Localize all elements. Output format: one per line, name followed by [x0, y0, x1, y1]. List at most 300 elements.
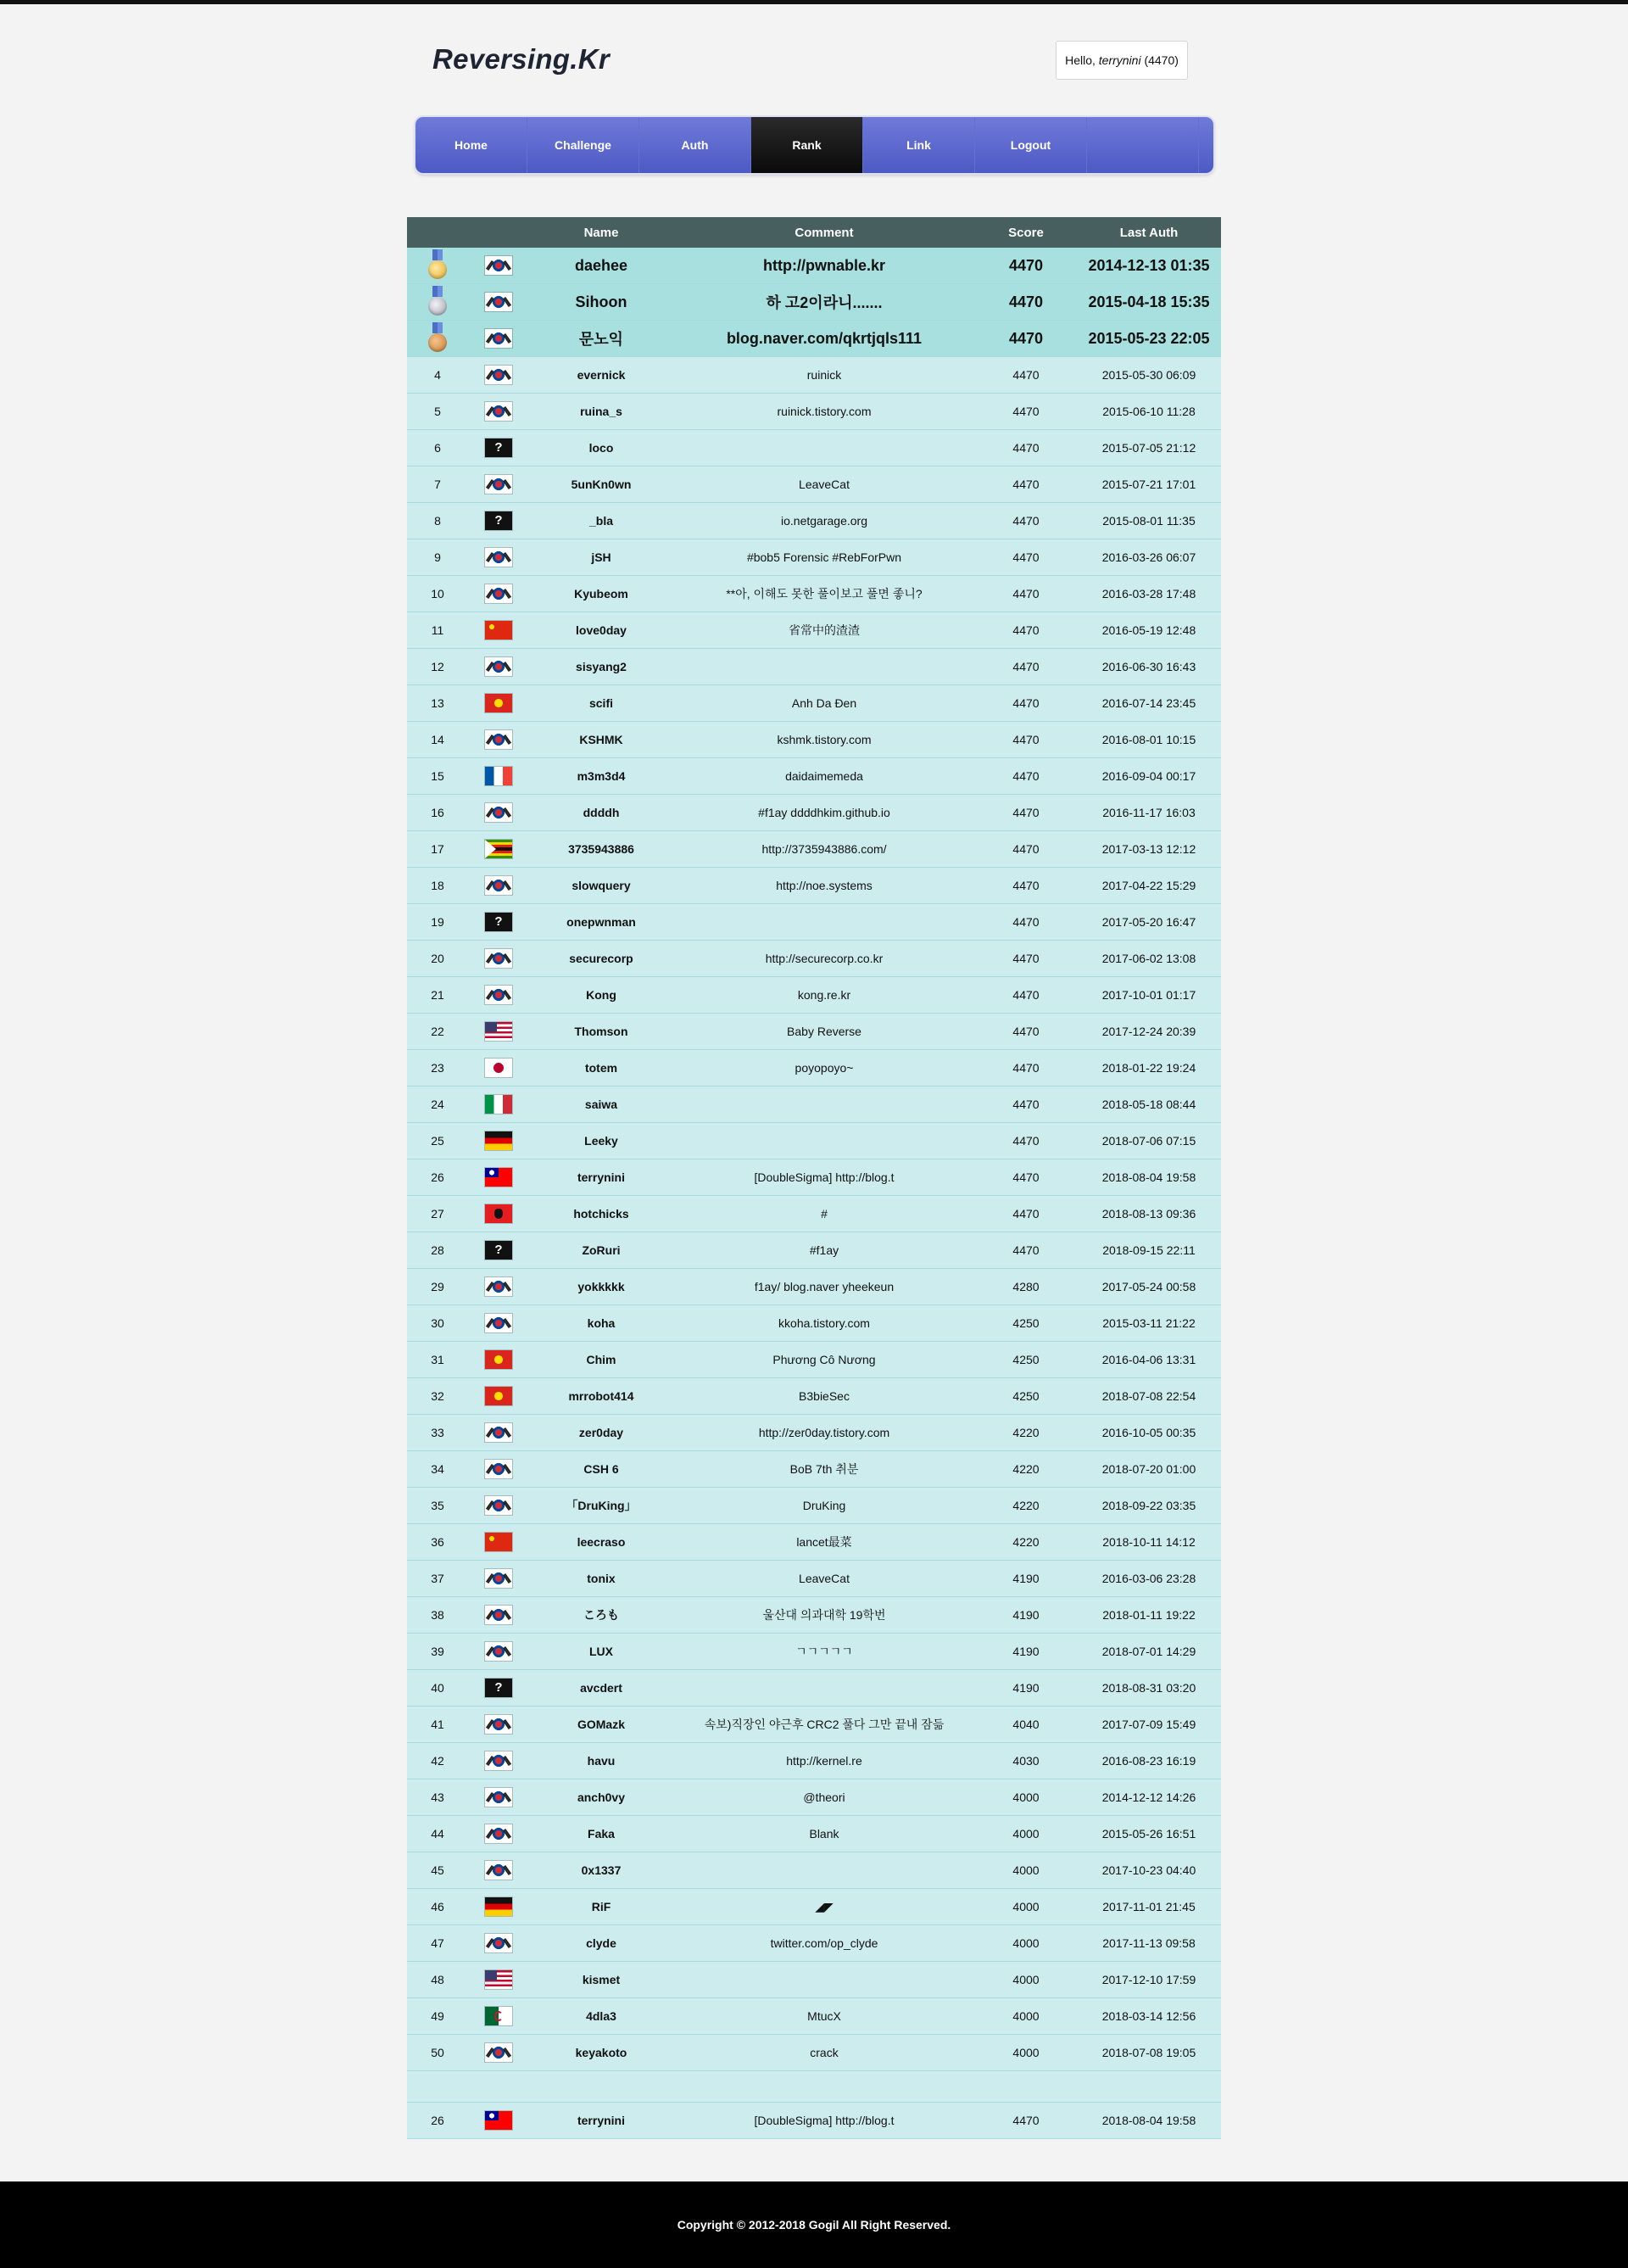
rank-table	[407, 217, 1221, 2139]
rank-cell	[407, 284, 468, 321]
rank-cell: 8	[407, 503, 468, 539]
table-row	[407, 685, 1221, 722]
last-auth-cell: 2018-09-22 03:35	[1077, 1488, 1221, 1524]
header-name: Name	[529, 217, 673, 248]
comment-cell	[673, 1962, 975, 1998]
flag-cell	[468, 284, 529, 321]
flag-cell	[468, 1670, 529, 1707]
score-cell: 4470	[975, 612, 1077, 649]
comment-cell: B3bieSec	[673, 1378, 975, 1415]
table-row	[407, 1524, 1221, 1561]
comment-cell: http://zer0day.tistory.com	[673, 1415, 975, 1451]
rank-cell: 24	[407, 1087, 468, 1123]
flag-kr-icon	[485, 402, 512, 421]
rank-cell: 21	[407, 977, 468, 1014]
score-cell: 4470	[975, 321, 1077, 357]
name-cell: tonix	[529, 1561, 673, 1597]
flag-jp-icon	[485, 1059, 512, 1077]
current-user-row	[407, 2103, 1221, 2139]
score-cell: 4470	[975, 1050, 1077, 1087]
name-cell: securecorp	[529, 941, 673, 977]
table-row	[407, 1305, 1221, 1342]
flag-kr-icon	[485, 366, 512, 384]
table-row	[407, 503, 1221, 539]
last-auth-cell: 2018-08-31 03:20	[1077, 1670, 1221, 1707]
flag-vn-icon	[485, 694, 512, 712]
rank-cell: 14	[407, 722, 468, 758]
nav-logout[interactable]: Logout	[975, 117, 1087, 173]
rank-cell: 45	[407, 1852, 468, 1889]
copyright-text: Copyright © 2012-2018 Gogil All Right Reserved.	[677, 2218, 951, 2232]
flag-kr-icon	[485, 1824, 512, 1843]
spacer-row	[407, 2071, 1221, 2103]
flag-cell	[468, 1378, 529, 1415]
rank-cell: 15	[407, 758, 468, 795]
last-auth-cell: 2017-12-10 17:59	[1077, 1962, 1221, 1998]
comment-cell: 속보)직장인 야근후 CRC2 풀다 그만 끝내 잠듦	[673, 1707, 975, 1743]
header-rank	[407, 217, 468, 248]
flag-kr-icon	[485, 986, 512, 1004]
score-cell: 4040	[975, 1707, 1077, 1743]
flag-kr-icon	[485, 1934, 512, 1952]
table-row	[407, 1269, 1221, 1305]
flag-cell	[468, 1561, 529, 1597]
score-cell: 4220	[975, 1415, 1077, 1451]
username: terrynini	[1098, 53, 1141, 67]
rank-table-body	[407, 248, 1221, 2139]
last-auth-cell: 2016-10-05 00:35	[1077, 1415, 1221, 1451]
name-cell: leecraso	[529, 1524, 673, 1561]
table-row	[407, 1816, 1221, 1852]
site-logo[interactable]: Reversing.Kr	[432, 43, 610, 75]
flag-kr-icon	[485, 1460, 512, 1478]
comment-cell: ruinick	[673, 357, 975, 394]
flag-cell	[468, 758, 529, 795]
table-row	[407, 1378, 1221, 1415]
flag-de-icon	[485, 1131, 512, 1150]
name-cell: Faka	[529, 1816, 673, 1852]
table-row	[407, 1998, 1221, 2035]
last-auth-cell: 2018-10-11 14:12	[1077, 1524, 1221, 1561]
rank-cell: 38	[407, 1597, 468, 1634]
flag-vn-icon	[485, 1350, 512, 1369]
flag-kr-icon	[485, 803, 512, 822]
name-cell: Sihoon	[529, 284, 673, 321]
table-row	[407, 649, 1221, 685]
flag-cell	[468, 1925, 529, 1962]
score-cell: 4000	[975, 1962, 1077, 1998]
table-row	[407, 357, 1221, 394]
flag-cell	[468, 1342, 529, 1378]
comment-cell: daidaimemeda	[673, 758, 975, 795]
footer	[0, 2181, 1628, 2268]
table-row	[407, 1196, 1221, 1232]
last-auth-cell: 2018-07-06 07:15	[1077, 1123, 1221, 1159]
name-cell: mrrobot414	[529, 1378, 673, 1415]
comment-cell: http://securecorp.co.kr	[673, 941, 975, 977]
last-auth-cell: 2016-09-04 00:17	[1077, 758, 1221, 795]
flag-kr-icon	[485, 1496, 512, 1515]
table-row	[407, 430, 1221, 466]
last-auth-cell: 2018-07-01 14:29	[1077, 1634, 1221, 1670]
table-row	[407, 1415, 1221, 1451]
comment-cell: [DoubleSigma] http://blog.t	[673, 1159, 975, 1196]
last-auth-cell: 2016-08-23 16:19	[1077, 1743, 1221, 1779]
comment-cell: LeaveCat	[673, 1561, 975, 1597]
flag-kr-icon	[485, 548, 512, 567]
flag-cn-icon	[485, 621, 512, 640]
last-auth-cell: 2015-06-10 11:28	[1077, 394, 1221, 430]
comment-cell	[673, 904, 975, 941]
table-row	[407, 2035, 1221, 2071]
name-cell: slowquery	[529, 868, 673, 904]
table-row	[407, 612, 1221, 649]
last-auth-cell: 2017-05-20 16:47	[1077, 904, 1221, 941]
rank-cell: 31	[407, 1342, 468, 1378]
comment-cell: #bob5 Forensic #RebForPwn	[673, 539, 975, 576]
table-row	[407, 394, 1221, 430]
comment-cell: lancet最菜	[673, 1524, 975, 1561]
last-auth-cell: 2017-04-22 15:29	[1077, 868, 1221, 904]
comment-cell: MtucX	[673, 1998, 975, 2035]
comment-cell: #f1ay	[673, 1232, 975, 1269]
comment-cell: ㄱㄱㄱㄱㄱ	[673, 1634, 975, 1670]
flag-unknown-icon	[485, 913, 512, 931]
comment-cell: kong.re.kr	[673, 977, 975, 1014]
flag-cell	[468, 722, 529, 758]
flag-cell	[468, 1159, 529, 1196]
name-cell: GOMazk	[529, 1707, 673, 1743]
flag-cell	[468, 1597, 529, 1634]
rank-cell: 37	[407, 1561, 468, 1597]
score-cell: 4470	[975, 868, 1077, 904]
comment-cell: BoB 7th 취분	[673, 1451, 975, 1488]
rank-cell: 9	[407, 539, 468, 576]
table-row	[407, 321, 1221, 357]
table-row	[407, 1743, 1221, 1779]
last-auth-cell: 2017-11-13 09:58	[1077, 1925, 1221, 1962]
name-cell: avcdert	[529, 1670, 673, 1707]
flag-kr-icon	[485, 475, 512, 494]
flag-cell	[468, 868, 529, 904]
comment-cell: Baby Reverse	[673, 1014, 975, 1050]
rank-cell: 4	[407, 357, 468, 394]
flag-cell	[468, 2035, 529, 2071]
score-cell: 4000	[975, 1998, 1077, 2035]
flag-kr-icon	[485, 1569, 512, 1588]
score-cell: 4030	[975, 1743, 1077, 1779]
comment-cell: twitter.com/op_clyde	[673, 1925, 975, 1962]
flag-kr-icon	[485, 1606, 512, 1624]
flag-cell	[468, 1634, 529, 1670]
name-cell: LUX	[529, 1634, 673, 1670]
score-cell: 4000	[975, 1779, 1077, 1816]
rank-cell: 26	[407, 2103, 468, 2139]
comment-cell: LeaveCat	[673, 466, 975, 503]
rank-cell: 12	[407, 649, 468, 685]
spacer-cell	[407, 2071, 1221, 2103]
score-cell: 4470	[975, 1087, 1077, 1123]
table-row	[407, 722, 1221, 758]
comment-cell: [DoubleSigma] http://blog.t	[673, 2103, 975, 2139]
score-cell: 4470	[975, 284, 1077, 321]
table-row	[407, 539, 1221, 576]
comment-cell: Blank	[673, 1816, 975, 1852]
flag-kr-icon	[485, 657, 512, 676]
flag-kr-icon	[485, 584, 512, 603]
rank-cell: 43	[407, 1779, 468, 1816]
last-auth-cell: 2017-05-24 00:58	[1077, 1269, 1221, 1305]
score-cell: 4190	[975, 1597, 1077, 1634]
flag-cell	[468, 1305, 529, 1342]
comment-cell: poyopoyo~	[673, 1050, 975, 1087]
rank-cell: 26	[407, 1159, 468, 1196]
name-cell: saiwa	[529, 1087, 673, 1123]
table-row	[407, 1597, 1221, 1634]
flag-cell	[468, 649, 529, 685]
name-cell: onepwnman	[529, 904, 673, 941]
name-cell: jSH	[529, 539, 673, 576]
last-auth-cell: 2015-05-30 06:09	[1077, 357, 1221, 394]
last-auth-cell: 2018-08-13 09:36	[1077, 1196, 1221, 1232]
name-cell: keyakoto	[529, 2035, 673, 2071]
table-row	[407, 868, 1221, 904]
flag-us-icon	[485, 1022, 512, 1041]
flag-cell	[468, 904, 529, 941]
flag-tw-icon	[485, 1168, 512, 1187]
flag-kr-icon	[485, 256, 512, 275]
score-cell: 4470	[975, 503, 1077, 539]
table-row	[407, 1925, 1221, 1962]
flag-vn-icon	[485, 1387, 512, 1405]
comment-cell	[673, 1852, 975, 1889]
last-auth-cell: 2016-03-26 06:07	[1077, 539, 1221, 576]
table-row	[407, 1779, 1221, 1816]
flag-cell	[468, 1488, 529, 1524]
last-auth-cell: 2015-07-05 21:12	[1077, 430, 1221, 466]
flag-kr-icon	[485, 876, 512, 895]
comment-cell: kkoha.tistory.com	[673, 1305, 975, 1342]
name-cell: yokkkkk	[529, 1269, 673, 1305]
rank-cell: 19	[407, 904, 468, 941]
flag-cell	[468, 576, 529, 612]
comment-cell: kshmk.tistory.com	[673, 722, 975, 758]
flag-kr-icon	[485, 1715, 512, 1734]
comment-cell: 울산대 의과대학 19학번	[673, 1597, 975, 1634]
comment-cell: **아, 이해도 못한 풀이보고 풀면 좋니?	[673, 576, 975, 612]
name-cell: love0day	[529, 612, 673, 649]
name-cell: Leeky	[529, 1123, 673, 1159]
last-auth-cell: 2017-10-23 04:40	[1077, 1852, 1221, 1889]
flag-cell	[468, 1050, 529, 1087]
name-cell: clyde	[529, 1925, 673, 1962]
comment-cell	[673, 1670, 975, 1707]
score-cell: 4470	[975, 1159, 1077, 1196]
name-cell: loco	[529, 430, 673, 466]
rank-cell: 39	[407, 1634, 468, 1670]
score-cell: 4000	[975, 1925, 1077, 1962]
flag-cell	[468, 1014, 529, 1050]
rank-cell: 35	[407, 1488, 468, 1524]
flag-fr-icon	[485, 767, 512, 785]
comment-cell: ◢◤	[673, 1889, 975, 1925]
table-row	[407, 1014, 1221, 1050]
flag-zw-icon	[485, 840, 512, 858]
rank-cell: 41	[407, 1707, 468, 1743]
table-row	[407, 1670, 1221, 1707]
rank-cell: 46	[407, 1889, 468, 1925]
table-row	[407, 1488, 1221, 1524]
table-row	[407, 977, 1221, 1014]
last-auth-cell: 2016-06-30 16:43	[1077, 649, 1221, 685]
nav-rank[interactable]: Rank	[751, 117, 863, 173]
flag-cell	[468, 1232, 529, 1269]
last-auth-cell: 2016-03-06 23:28	[1077, 1561, 1221, 1597]
comment-cell: 하 고2이라니.......	[673, 284, 975, 321]
name-cell: anch0vy	[529, 1779, 673, 1816]
last-auth-cell: 2015-08-01 11:35	[1077, 503, 1221, 539]
nav-challenge[interactable]: Challenge	[527, 117, 639, 173]
last-auth-cell: 2017-06-02 13:08	[1077, 941, 1221, 977]
last-auth-cell: 2018-03-14 12:56	[1077, 1998, 1221, 2035]
score-cell: 4470	[975, 904, 1077, 941]
name-cell: KSHMK	[529, 722, 673, 758]
rank-cell: 5	[407, 394, 468, 430]
score-cell: 4250	[975, 1305, 1077, 1342]
score-cell: 4470	[975, 466, 1077, 503]
score-cell: 4470	[975, 576, 1077, 612]
rank-cell: 50	[407, 2035, 468, 2071]
flag-cell	[468, 1269, 529, 1305]
flag-unknown-icon	[485, 439, 512, 457]
comment-cell: http://noe.systems	[673, 868, 975, 904]
table-row	[407, 831, 1221, 868]
score-cell: 4000	[975, 1816, 1077, 1852]
rank-cell: 42	[407, 1743, 468, 1779]
name-cell: m3m3d4	[529, 758, 673, 795]
silver-medal-icon	[428, 297, 447, 316]
last-auth-cell: 2018-01-22 19:24	[1077, 1050, 1221, 1087]
last-auth-cell: 2015-05-26 16:51	[1077, 1816, 1221, 1852]
table-row	[407, 1852, 1221, 1889]
flag-cell	[468, 1524, 529, 1561]
rank-cell: 17	[407, 831, 468, 868]
last-auth-cell: 2016-08-01 10:15	[1077, 722, 1221, 758]
rank-cell: 29	[407, 1269, 468, 1305]
rank-cell: 6	[407, 430, 468, 466]
flag-cell	[468, 941, 529, 977]
rank-cell: 23	[407, 1050, 468, 1087]
rank-cell: 28	[407, 1232, 468, 1269]
table-row	[407, 758, 1221, 795]
table-row	[407, 1342, 1221, 1378]
last-auth-cell: 2017-11-01 21:45	[1077, 1889, 1221, 1925]
comment-cell: @theori	[673, 1779, 975, 1816]
rank-cell: 36	[407, 1524, 468, 1561]
flag-kr-icon	[485, 1642, 512, 1661]
last-auth-cell: 2015-05-23 22:05	[1077, 321, 1221, 357]
flag-it-icon	[485, 1095, 512, 1114]
flag-cell	[468, 1852, 529, 1889]
score-cell: 4470	[975, 1014, 1077, 1050]
table-row	[407, 1889, 1221, 1925]
last-auth-cell: 2018-01-11 19:22	[1077, 1597, 1221, 1634]
table-row	[407, 1232, 1221, 1269]
rank-cell: 49	[407, 1998, 468, 2035]
flag-cell	[468, 394, 529, 430]
score-cell: 4470	[975, 649, 1077, 685]
rank-cell: 33	[407, 1415, 468, 1451]
table-row	[407, 1159, 1221, 1196]
table-row	[407, 1634, 1221, 1670]
flag-kr-icon	[485, 293, 512, 311]
flag-cell	[468, 1816, 529, 1852]
flag-kr-icon	[485, 730, 512, 749]
last-auth-cell: 2018-05-18 08:44	[1077, 1087, 1221, 1123]
table-row	[407, 248, 1221, 284]
flag-de-icon	[485, 1897, 512, 1916]
rank-cell: 22	[407, 1014, 468, 1050]
last-auth-cell: 2018-08-04 19:58	[1077, 2103, 1221, 2139]
last-auth-cell: 2015-07-21 17:01	[1077, 466, 1221, 503]
nav-home[interactable]: Home	[415, 117, 527, 173]
flag-cell	[468, 321, 529, 357]
score-cell: 4000	[975, 1852, 1077, 1889]
flag-cell	[468, 1451, 529, 1488]
table-header-row	[407, 217, 1221, 248]
rank-cell: 18	[407, 868, 468, 904]
last-auth-cell: 2017-12-24 20:39	[1077, 1014, 1221, 1050]
name-cell: 0x1337	[529, 1852, 673, 1889]
score-cell: 4190	[975, 1634, 1077, 1670]
table-row	[407, 1050, 1221, 1087]
flag-cell	[468, 430, 529, 466]
comment-cell: DruKing	[673, 1488, 975, 1524]
name-cell: Kong	[529, 977, 673, 1014]
score-cell: 4470	[975, 831, 1077, 868]
nav-auth[interactable]: Auth	[639, 117, 751, 173]
nav-link[interactable]: Link	[863, 117, 975, 173]
flag-cell	[468, 612, 529, 649]
last-auth-cell: 2018-07-08 19:05	[1077, 2035, 1221, 2071]
score-cell: 4470	[975, 357, 1077, 394]
flag-cell	[468, 503, 529, 539]
name-cell: scifi	[529, 685, 673, 722]
comment-cell: Anh Da Đen	[673, 685, 975, 722]
last-auth-cell: 2018-08-04 19:58	[1077, 1159, 1221, 1196]
score-cell: 4470	[975, 1123, 1077, 1159]
name-cell: zer0day	[529, 1415, 673, 1451]
name-cell: CSH 6	[529, 1451, 673, 1488]
score-cell: 4470	[975, 758, 1077, 795]
flag-us-icon	[485, 1970, 512, 1989]
flag-cell	[468, 248, 529, 284]
flag-cell	[468, 795, 529, 831]
name-cell: terrynini	[529, 2103, 673, 2139]
name-cell: ころも	[529, 1597, 673, 1634]
flag-kr-icon	[485, 949, 512, 968]
name-cell: Kyubeom	[529, 576, 673, 612]
header-last-auth: Last Auth	[1077, 217, 1221, 248]
score-cell: 4470	[975, 539, 1077, 576]
score-cell: 4220	[975, 1451, 1077, 1488]
nav-empty	[1087, 117, 1199, 173]
gold-medal-icon	[428, 260, 447, 279]
name-cell: havu	[529, 1743, 673, 1779]
score-cell: 4470	[975, 795, 1077, 831]
flag-cell	[468, 1962, 529, 1998]
last-auth-cell: 2018-07-20 01:00	[1077, 1451, 1221, 1488]
